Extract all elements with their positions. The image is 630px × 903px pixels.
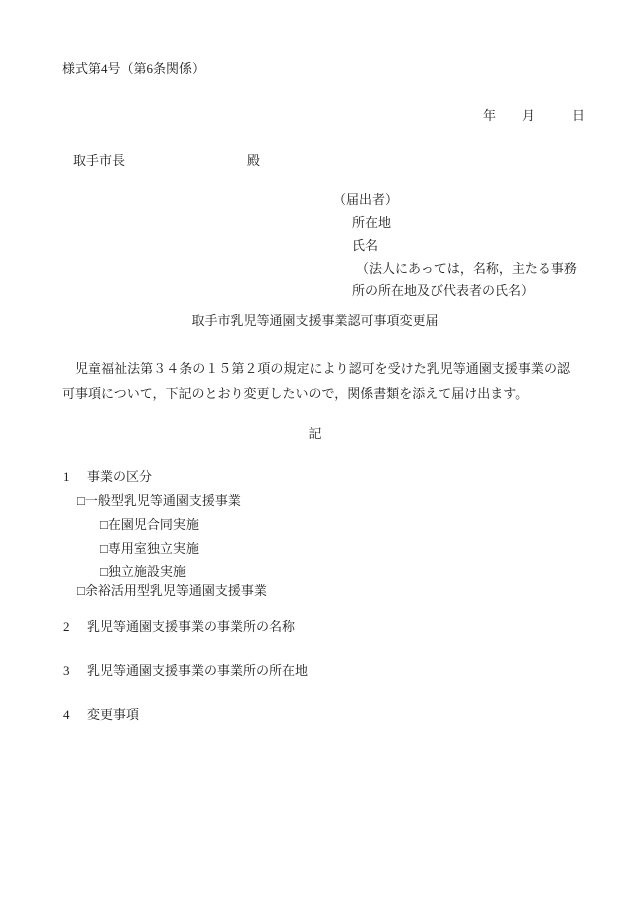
section-2-number: 2 (63, 619, 70, 634)
addressee-name: 取手市長 (73, 153, 126, 168)
addressee-honorific: 殿 (247, 153, 261, 168)
section-2-title: 乳児等通園支援事業の事業所の名称 (87, 619, 296, 634)
date-month-label: 月 (522, 108, 536, 123)
checkbox-option-joint (100, 516, 199, 534)
date-year-label: 年 (483, 108, 497, 123)
checkbox-icon[interactable]: □ (77, 493, 85, 508)
submitter-corporate-note-line2: 所の所在地及び代表者の氏名） (352, 283, 535, 298)
section-1-title: 事業の区分 (87, 469, 153, 484)
section-3-title: 乳児等通園支援事業の事業所の所在地 (87, 663, 309, 678)
checkbox-option-dedicated-room (100, 540, 199, 558)
section-1-heading (63, 468, 152, 486)
checkbox-option-surplus-type (77, 582, 267, 600)
section-4-title: 変更事項 (87, 707, 140, 722)
checkbox-icon[interactable]: □ (100, 564, 108, 579)
submitter-heading: （届出者） (333, 192, 399, 207)
checkbox-icon[interactable]: □ (100, 517, 108, 532)
document-title: 取手市乳児等通園支援事業認可事項変更届 (191, 313, 439, 328)
submitter-corporate-note-line1: （法人にあっては，名称，主たる事務 (356, 261, 577, 276)
checkbox-option-label: 独立施設実施 (107, 564, 186, 579)
checkbox-option-label: 在園児合同実施 (107, 517, 199, 532)
section-1-number: 1 (63, 469, 70, 484)
section-3-heading (63, 662, 308, 680)
section-3-number: 3 (63, 663, 70, 678)
checkbox-option-label: 余裕活用型乳児等通園支援事業 (84, 583, 267, 598)
checkbox-option-label: 一般型乳児等通園支援事業 (84, 493, 241, 508)
form-number: 様式第4号（第6条関係） (62, 61, 206, 76)
section-2-heading (63, 618, 295, 636)
section-4-number: 4 (63, 707, 70, 722)
submitter-name-label: 氏名 (352, 238, 379, 253)
body-paragraph: 児童福祉法第３４条の１５第２項の規定により認可を受けた乳児等通園支援事業の認可事項について，下記のとおり変更したいので，関係書類を添えて届け出ます。 (62, 361, 570, 401)
date-day-label: 日 (572, 108, 586, 123)
checkbox-icon[interactable]: □ (77, 583, 85, 598)
checkbox-option-general (77, 492, 241, 510)
checkbox-icon[interactable]: □ (100, 541, 108, 556)
section-4-heading (63, 706, 139, 724)
checkbox-option-label: 専用室独立実施 (107, 541, 199, 556)
submitter-address-label: 所在地 (352, 215, 392, 230)
date-line (483, 107, 585, 125)
record-marker: 記 (308, 426, 322, 441)
checkbox-option-independent-facility (100, 563, 186, 581)
